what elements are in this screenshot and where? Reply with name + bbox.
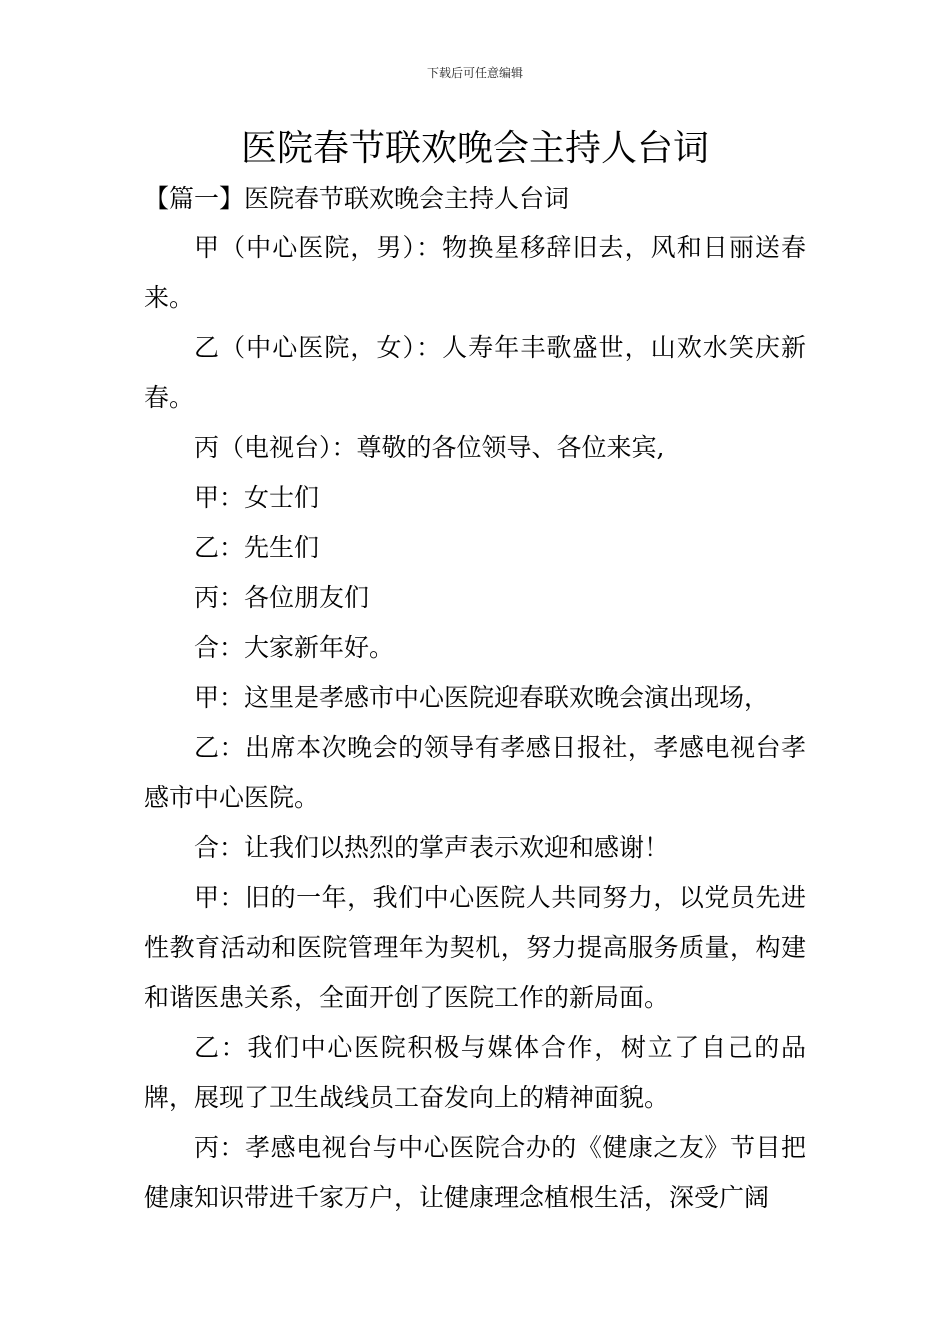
paragraph: 合：让我们以热烈的掌声表示欢迎和感谢！ [194,833,670,862]
paragraph: 丙：各位朋友们 [194,583,370,612]
paragraph: 甲：女士们 [194,483,320,512]
document-title: 医院春节联欢晚会主持人台词 [240,128,709,169]
paragraph: 乙：出席本次晚会的领导有孝感日报社，孝感电视台孝感市中心医院。 [144,733,806,812]
paragraph: 合：大家新年好。 [194,633,395,662]
paragraph: 甲（中心医院，男）：物换星移辞旧去，风和日丽送春来。 [144,233,806,312]
paragraph: 甲：这里是孝感市中心医院迎春联欢晚会演出现场， [194,683,770,712]
paragraph: 乙：先生们 [194,533,320,562]
header-note: 下载后可任意编辑 [426,66,523,80]
paragraph: 乙（中心医院，女）：人寿年丰歌盛世，山欢水笑庆新春。 [144,333,806,412]
section-heading: 【篇一】医院春节联欢晚会主持人台词 [144,184,570,213]
paragraph: 丙：孝感电视台与中心医院合办的《健康之友》节目把健康知识带进千家万户，让健康理念植根生活，深受广阔 [144,1133,806,1212]
paragraph: 乙：我们中心医院积极与媒体合作，树立了自己的品牌，展现了卫生战线员工奋发向上的精神面貌。 [144,1033,806,1112]
paragraph: 甲：旧的一年，我们中心医院人共同努力，以党员先进性教育活动和医院管理年为契机，努力提高服务质量，构建和谐医患关系，全面开创了医院工作的新局面。 [144,883,806,1012]
paragraph: 丙（电视台）：尊敬的各位领导、各位来宾, [194,433,665,462]
script-body [144,223,806,1223]
